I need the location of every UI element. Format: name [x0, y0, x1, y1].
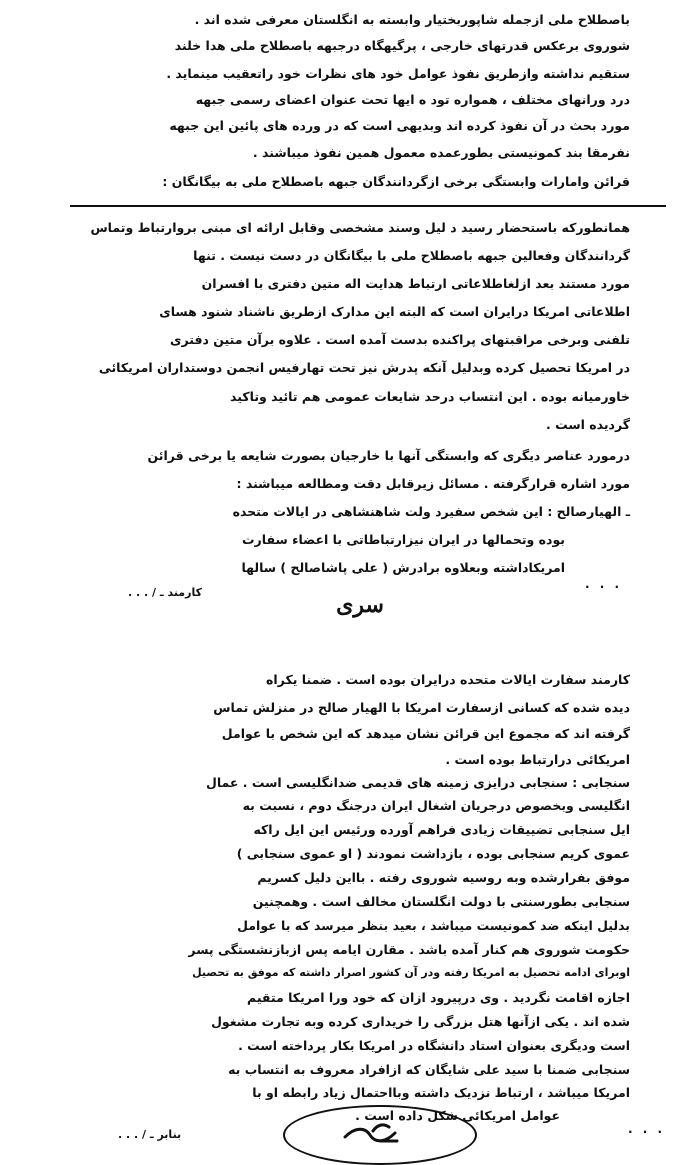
ellipsis: . . . — [585, 577, 623, 591]
text-line: عوامل امریکائی شکل داده است . — [355, 1108, 560, 1123]
text-line: ـ الهیارصالح : این شخص سفیرد ولت شاهنشاهی در ایالات متحده — [232, 504, 630, 519]
text-line: ایل سنجابی تضییقات زیادی فراهم آورده ورئیس این ایل راکه — [253, 822, 630, 837]
classification-mark: سری — [336, 592, 384, 618]
text-line: شوروی برعکس قدرتهای خارجی ، پرگیهگاه درجبهه باصطلاح ملی هدا خلند — [174, 38, 630, 53]
text-line: امریکاداشته وبعلاوه برادرش ( علی پاشاصالح ) سالها — [241, 560, 565, 575]
text-line: در امریکا تحصیل کرده وبدلیل آنکه پدرش نیز تحت تهارفیس انجمن دوستداران امریکائی — [98, 360, 630, 375]
text-line: مورد مستند بعد ازلغاطلاعاتی ارتباط هدایت اله متین دفتری با افسران — [201, 276, 630, 291]
text-line: اجازه اقامت نگردید . وی درپیرود ازان که خود ورا امریکا متقیم — [247, 990, 630, 1005]
text-line: مورد بحث در آن نفوذ کرده اند وبدیهی است که در ورده های پائین این جبهه — [169, 118, 630, 133]
text-line: دیده شده که کسانی ازسفارت امریکا با الهیار صالح در منزلش تماس — [213, 700, 630, 715]
text-line: امریکا میباشد ، ارتباط نزدیک داشته وبااحتمال زیاد رابطه او با — [252, 1085, 630, 1100]
text-line: انگلیسی وبخصوص درجریان اشغال ایران درجنگ دوم ، نسبت به — [242, 798, 630, 813]
section-heading: قرائن وامارات وابستگی برخی ازگردانندگان جبهه باصطلاح ملی به بیگانگان : — [162, 174, 630, 189]
text-line: شده اند . یکی ازآنها هتل بزرگی را خریداری کرده وبه تجارت مشغول — [211, 1014, 630, 1029]
text-line: سنجابی : سنجابی درایزی زمینه های قدیمی ضدانگلیسی است . عمال — [205, 775, 630, 790]
text-line: مورد اشاره قرارگرفته . مسائل زیرقابل دقت ومطالعه میباشند : — [236, 476, 630, 491]
text-line: گردانندگان وفعالین جبهه باصطلاح ملی با بیگانگان در دست نیست . تنها — [193, 248, 630, 263]
continuation-reference: بنابر ـ / . . . — [118, 1128, 182, 1141]
text-line: درمورد عناصر دیگری که وابستگی آنها با خارجیان بصورت شایعه یا برخی قرائن — [147, 448, 630, 463]
text-line: همانطورکه باستحضار رسید د لیل وسند مشخصی وقابل ارائه ای مبنی بروارتباط وتماس — [90, 220, 630, 235]
text-line: ستقیم نداشته وازطریق نفوذ عوامل خود های نظرات خود راتعقیب مینماید . — [166, 66, 630, 81]
text-line: تلفنی وبرخی مراقبتهای پراکنده بدست آمده است . علاوه برآن متین دفتری — [170, 332, 630, 347]
text-line: بوده وتحمالها در ایران نیزارتباطاتی با اعضاء سفارت — [242, 532, 565, 547]
text-line: اوبرای ادامه تحصیل به امریکا رفته ودر آن کشور اصرار داشته که موفق به تحصیل — [192, 966, 630, 979]
text-line: درد ورانهای مختلف ، همواره تود ه ایها تحت عنوان اعضای رسمی جبهه — [195, 92, 630, 107]
text-line: نفرمقا بند کمونیستی بطورعمده معمول همین نفوذ میباشند . — [252, 145, 630, 160]
text-line: خاورمیانه بوده . این انتساب درحد شایعات عمومی هم تائید وتاکید — [230, 389, 630, 404]
text-line: کارمند سفارت ایالات متحده درایران بوده است . ضمنا یکراه — [266, 672, 630, 687]
continuation-reference: کارمند ـ / . . . — [128, 586, 202, 599]
text-line: گردیده است . — [545, 417, 630, 432]
text-line: باصطلاح ملی ازجمله شاپوربختیار وابسته به انگلستان معرفی شده اند . — [194, 12, 630, 27]
text-line: گرفته اند که مجموع این قرائن نشان میدهد که این شخص با عوامل — [221, 726, 630, 741]
text-line: است ودیگری بعنوان استاد دانشگاه در امریکا بکار پرداخته است . — [238, 1038, 630, 1053]
text-line: سنجابی بطورسنتی با دولت انگلستان مخالف است . وهمچنین — [252, 894, 630, 909]
text-line: سنجابی ضمنا با سید علی شایگان که ازافراد معروف به انتساب به — [228, 1062, 630, 1077]
text-line: امریکائی درارتباط بوده است . — [445, 752, 630, 767]
text-line: اطلاعاتی امریکا درایران است که البته این مدارک ازطریق ناشناد شنود هسای — [159, 304, 630, 319]
ellipsis: . . . — [628, 1122, 666, 1136]
oval-signature-stamp-icon — [283, 1105, 477, 1165]
text-line: عموی کریم سنجابی بوده ، بازداشت نمودند ( او عموی سنجابی ) — [236, 846, 630, 861]
horizontal-rule — [70, 205, 666, 207]
text-line: بدلیل اینکه ضد کمونیست میباشد ، بعید بنظر میرسد که با عوامل — [237, 918, 630, 933]
text-line: موفق بفرارشده وبه روسیه شوروی رفته . بااین دلیل کسریم — [257, 870, 630, 885]
text-line: حکومت شوروی هم کنار آمده باشد . مقارن ایامه پس ازبازنشستگی پسر — [188, 942, 630, 957]
